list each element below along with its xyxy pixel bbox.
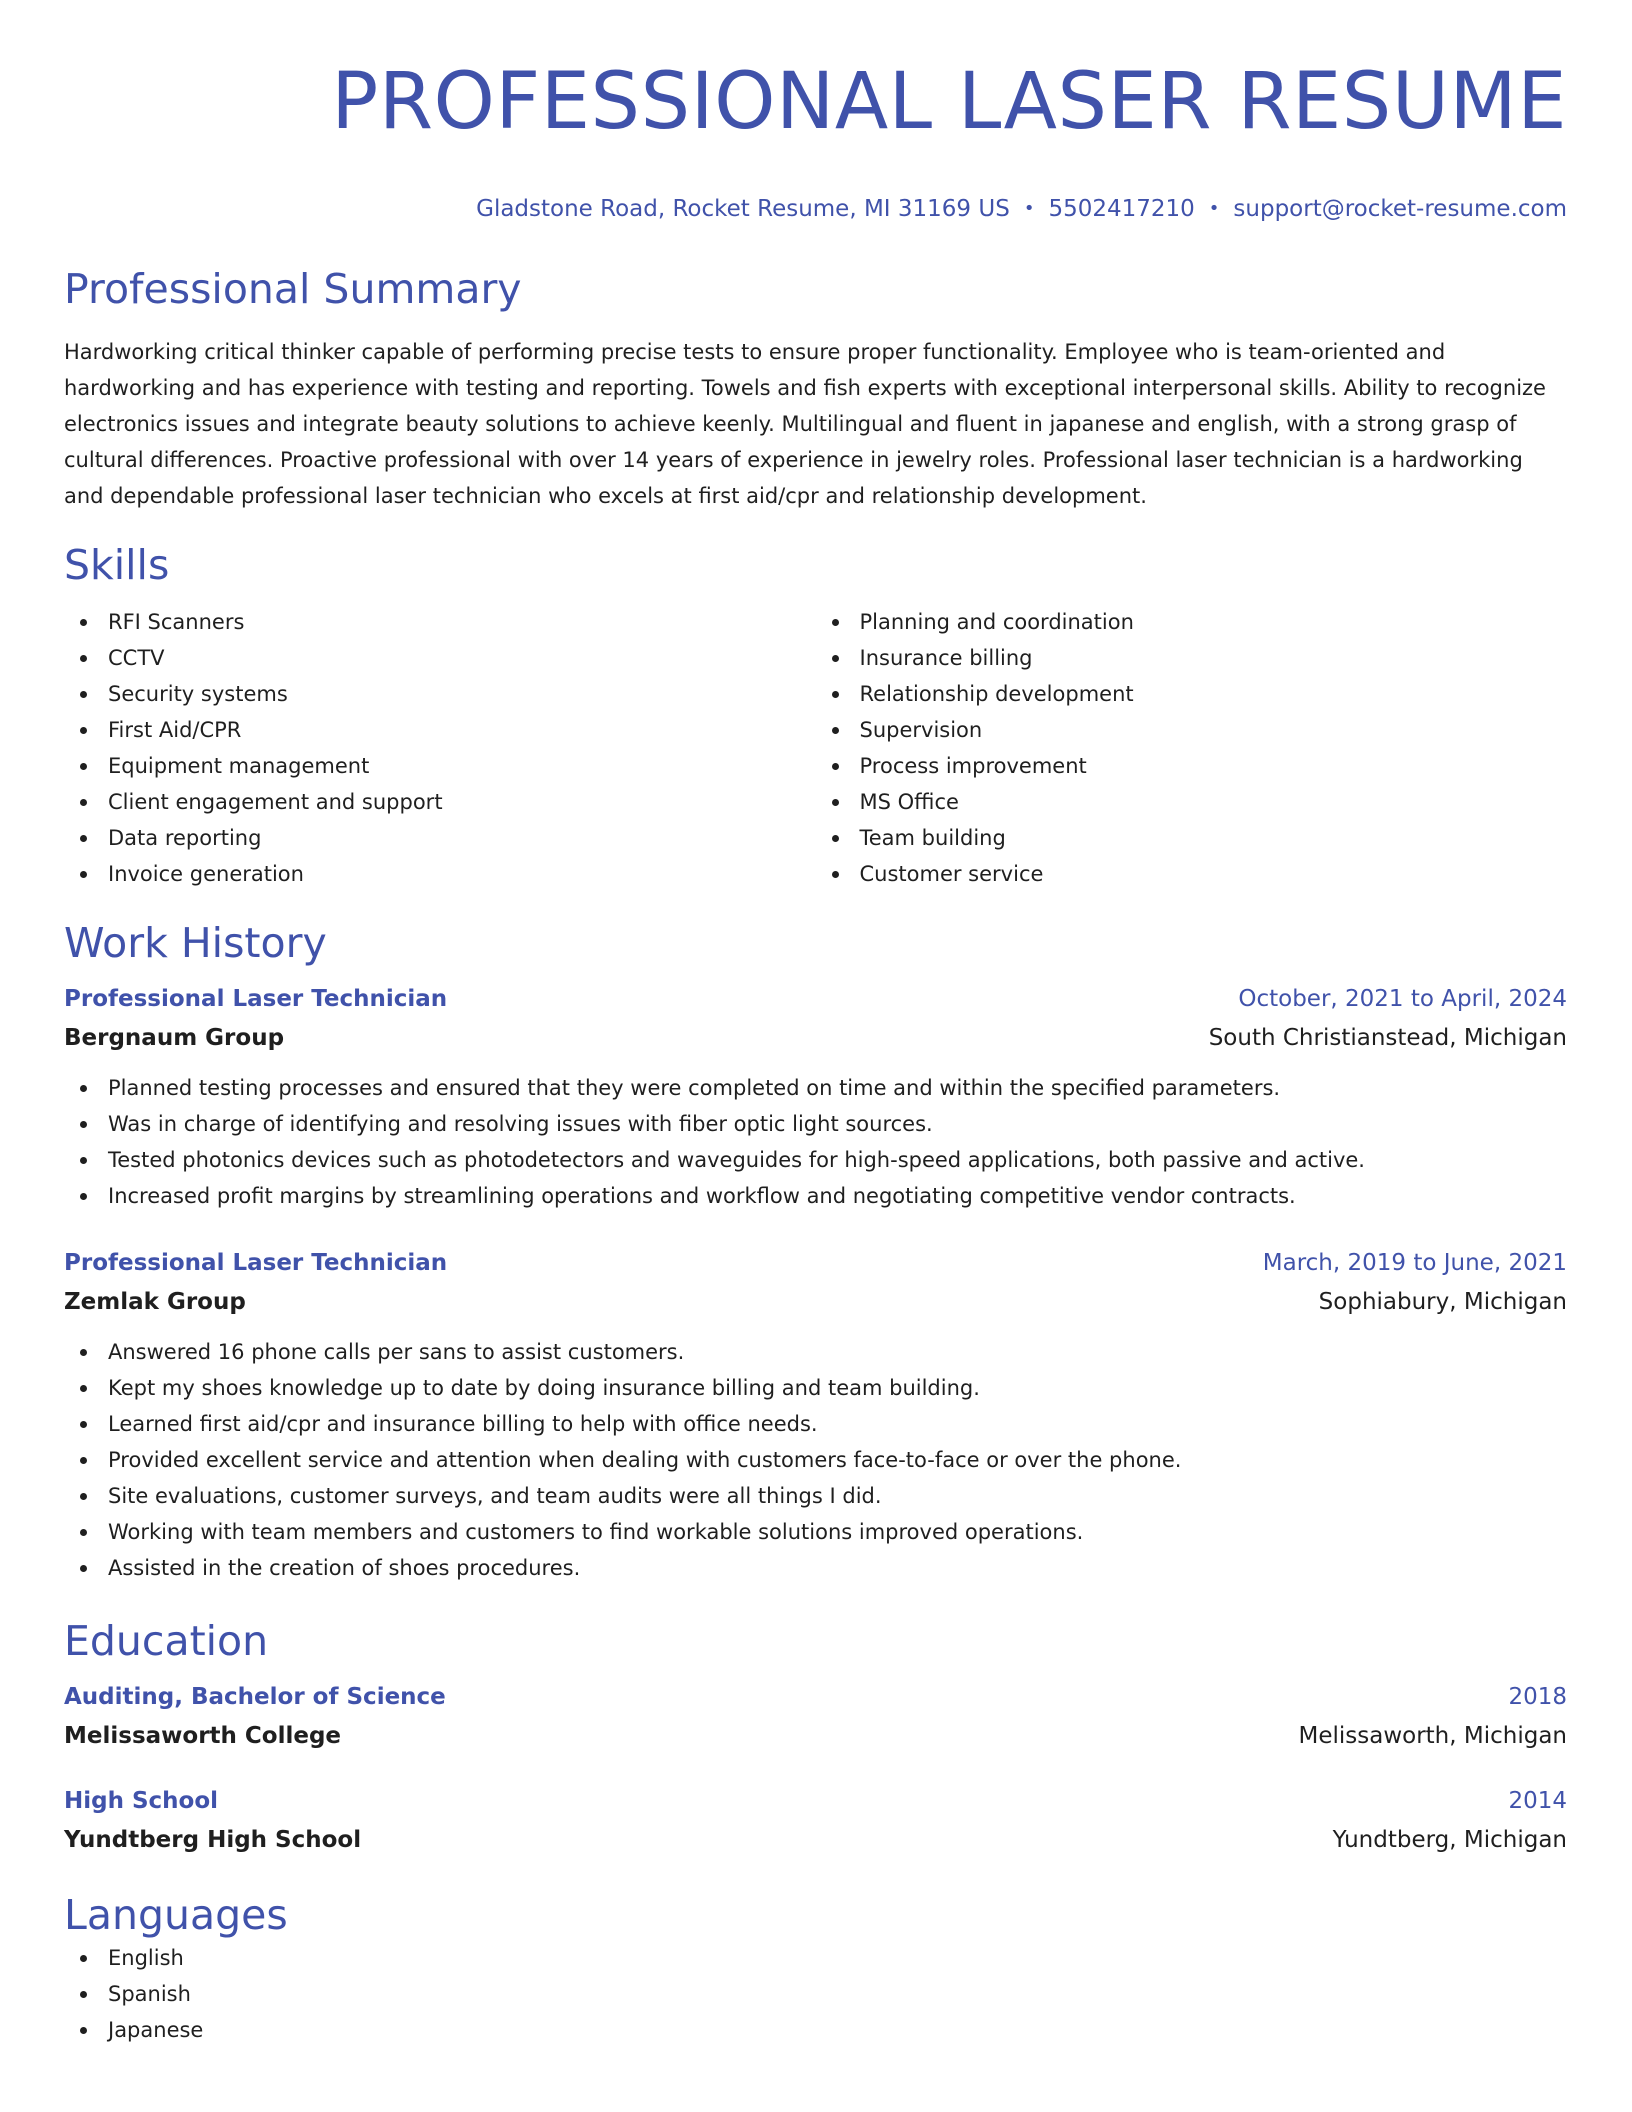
contact-email: support@rocket-resume.com — [1233, 196, 1567, 222]
education-heading: Education — [64, 1617, 269, 1665]
summary-text: Hardworking critical thinker capable of performing precise tests to ensure proper functionality. Employee who is team-oriented and hardworking and has experience with testing and reporting. Towels and fish experts with exceptional interpersonal skills. Ability to recognize electronics issues and integrate beauty solutions to achieve keenly. Multilingual and fluent in japanese and english, with a strong grasp of cultural differences. Proactive professional with over 14 years of experience in jewelry roles. Professional laser technician is a hardworking and dependable professional laser technician who excels at first aid/cpr and relationship development. — [64, 340, 1546, 508]
job-company-row — [64, 1282, 1567, 1322]
skill-item: Equipment management — [64, 748, 816, 784]
skill-item: Team building — [816, 820, 1568, 856]
job-bullet: Site evaluations, customer surveys, and team audits were all things I did. — [64, 1478, 1567, 1514]
job-entry — [64, 1244, 1567, 1586]
education-location: Yundtberg, Michigan — [1332, 1827, 1567, 1853]
contact-phone: 5502417210 — [1048, 196, 1195, 222]
education-degree-row — [64, 1782, 1567, 1820]
education-location: Melissaworth, Michigan — [1298, 1723, 1567, 1749]
skill-item: MS Office — [816, 784, 1568, 820]
skills-columns — [64, 604, 1567, 892]
skills-list-left — [64, 604, 816, 892]
resume-page — [64, 0, 1567, 2048]
job-location: South Christianstead, Michigan — [1208, 1025, 1567, 1051]
contact-line — [64, 194, 1567, 224]
job-bullet: Was in charge of identifying and resolving issues with fiber optic light sources. — [64, 1106, 1567, 1142]
job-bullet: Assisted in the creation of shoes procedures. — [64, 1550, 1567, 1586]
job-bullet: Tested photonics devices such as photodetectors and waveguides for high-speed applications, both passive and active. — [64, 1142, 1567, 1178]
job-bullet: Learned first aid/cpr and insurance billing to help with office needs. — [64, 1406, 1567, 1442]
skill-item: Security systems — [64, 676, 816, 712]
job-bullet: Answered 16 phone calls per sans to assist customers. — [64, 1334, 1567, 1370]
job-company: Zemlak Group — [64, 1289, 246, 1315]
job-dates: March, 2019 to June, 2021 — [1262, 1250, 1567, 1276]
job-entry — [64, 980, 1567, 1214]
summary-heading: Professional Summary — [64, 265, 522, 313]
job-location: Sophiabury, Michigan — [1318, 1289, 1567, 1315]
education-entry — [64, 1782, 1567, 1860]
job-bullet: Provided excellent service and attention when dealing with customers face-to-face or over the phone. — [64, 1442, 1567, 1478]
job-role: Professional Laser Technician — [64, 1250, 448, 1276]
job-title-row — [64, 980, 1567, 1018]
job-bullet: Planned testing processes and ensured that they were completed on time and within the specified parameters. — [64, 1070, 1567, 1106]
job-role: Professional Laser Technician — [64, 986, 448, 1012]
skill-item: Relationship development — [816, 676, 1568, 712]
contact-separator: • — [1208, 198, 1220, 219]
language-item: English — [64, 1940, 1567, 1976]
job-bullet: Increased profit margins by streamlining operations and workflow and negotiating competitive vendor contracts. — [64, 1178, 1567, 1214]
languages-list — [64, 1940, 1567, 2048]
skill-item: RFI Scanners — [64, 604, 816, 640]
job-bullets — [64, 1070, 1567, 1214]
education-school-row — [64, 1820, 1567, 1860]
skills-heading: Skills — [64, 541, 170, 589]
education-degree-row — [64, 1678, 1567, 1716]
languages-heading: Languages — [64, 1891, 288, 1939]
job-company: Bergnaum Group — [64, 1025, 285, 1051]
skill-item: Supervision — [816, 712, 1568, 748]
skill-item: CCTV — [64, 640, 816, 676]
skill-item: Invoice generation — [64, 856, 816, 892]
job-dates: October, 2021 to April, 2024 — [1238, 986, 1567, 1012]
education-entry — [64, 1678, 1567, 1756]
resume-header — [64, 0, 1567, 224]
skill-item: Client engagement and support — [64, 784, 816, 820]
job-bullet: Working with team members and customers to find workable solutions improved operations. — [64, 1514, 1567, 1550]
education-degree: Auditing, Bachelor of Science — [64, 1684, 446, 1710]
skill-item: First Aid/CPR — [64, 712, 816, 748]
language-item: Spanish — [64, 1976, 1567, 2012]
contact-separator: • — [1023, 198, 1035, 219]
resume-name: PROFESSIONAL LASER RESUME — [331, 57, 1567, 147]
education-school: Yundtberg High School — [64, 1827, 362, 1853]
language-item: Japanese — [64, 2012, 1567, 2048]
job-bullet: Kept my shoes knowledge up to date by doing insurance billing and team building. — [64, 1370, 1567, 1406]
skill-item: Customer service — [816, 856, 1568, 892]
skill-item: Insurance billing — [816, 640, 1568, 676]
skill-item: Data reporting — [64, 820, 816, 856]
contact-address: Gladstone Road, Rocket Resume, MI 31169 US — [476, 196, 1010, 222]
education-year: 2014 — [1508, 1788, 1567, 1814]
job-bullets — [64, 1334, 1567, 1586]
skill-item: Process improvement — [816, 748, 1568, 784]
education-degree: High School — [64, 1788, 219, 1814]
job-title-row — [64, 1244, 1567, 1282]
skills-list-right — [816, 604, 1568, 892]
job-company-row — [64, 1018, 1567, 1058]
work-history-heading: Work History — [64, 919, 327, 967]
education-school-row — [64, 1716, 1567, 1756]
skill-item: Planning and coordination — [816, 604, 1568, 640]
education-year: 2018 — [1508, 1684, 1567, 1710]
education-school: Melissaworth College — [64, 1723, 342, 1749]
